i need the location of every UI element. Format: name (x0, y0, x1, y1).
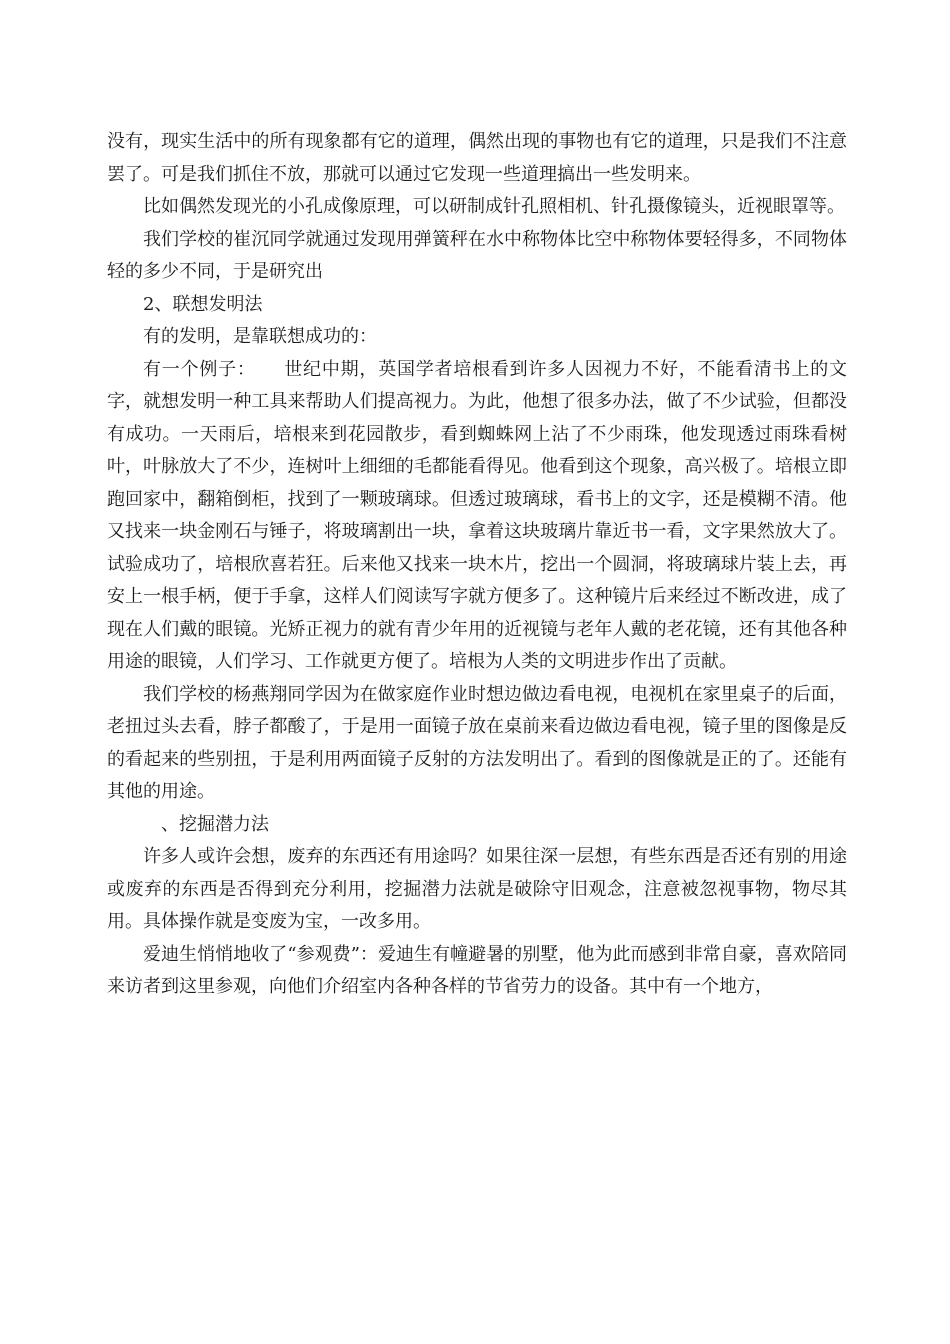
section-heading: 、挖掘潜力法 (143, 813, 269, 835)
paragraph: 有一个例子： 世纪中期，英国学者培根看到许多人因视力不好，不能看清书上的文字，就想发明一种工具来帮助人们提高视力。为此，他想了很多办法，做了不少试验，但都没有成功。一天雨后，培根来到花园散步，看到蜘蛛网上沾了不少雨珠，他发现透过雨珠看树叶，叶脉放大了不少，连树叶上细细的毛都能看得见。他看到这个现象，高兴极了。培根立即跑回家中，翻箱倒柜，找到了一颗玻璃球。但透过玻璃球，看书上的文字，还是模糊不清。他又找来一块金刚石与锤子，将玻璃割出一块，拿着这块玻璃片靠近书一看，文字果然放大了。试验成功了，培根欣喜若狂。后来他又找来一块木片，挖出一个圆洞，将玻璃球片装上去，再安上一根手柄，便于手拿，这样人们阅读写字就方便多了。这种镜片后来经过不断改进，成了现在人们戴的眼镜。光矫正视力的就有青少年用的近视镜与老年人戴的老花镜，还有其他各种用途的眼镜，人们学习、工作就更方便了。培根为人类的文明进步作出了贡献。 (107, 358, 847, 672)
paragraph: 比如偶然发现光的小孔成像原理，可以研制成针孔照相机、针孔摄像镜头，近视眼罩等。 (143, 196, 845, 217)
paragraph: 我们学校的杨燕翔同学因为在做家庭作业时想边做边看电视，电视机在家里桌子的后面，老扭过头去看，脖子都酸了，于是用一面镜子放在桌前来看边做边看电视，镜子里的图像是反的看起来的些别扭，于是利用两面镜子反射的方法发明出了。看到的图像就是正的了。还能有其他的用途。 (107, 683, 847, 802)
paragraph: 有的发明，是靠联想成功的： (143, 326, 377, 347)
paragraph: 我们学校的崔沉同学就通过发现用弹簧秤在水中称物体比空中称物体要轻得多，不同物体轻的多少不同，于是研究出 (107, 228, 847, 282)
paragraph: 没有，现实生活中的所有现象都有它的道理，偶然出现的事物也有它的道理，只是我们不注意罢了。可是我们抓住不放，那就可以通过它发现一些道理搞出一些发明来。 (107, 131, 847, 185)
paragraph: 许多人或许会想，废弃的东西还有用途吗？如果往深一层想，有些东西是否还有别的用途或废弃的东西是否得到充分利用，挖掘潜力法就是破除守旧观念，注意被忽视事物，物尽其用。具体操作就是变废为宝，一改多用。 (107, 846, 847, 932)
paragraph: 爱迪生悄悄地收了“参观费”：爱迪生有幢避暑的别墅，他为此而感到非常自豪，喜欢陪同来访者到这里参观，向他们介绍室内各种各样的节省劳力的设备。其中有一个地方， (107, 943, 847, 997)
section-heading: 2、联想发明法 (143, 293, 263, 315)
document-body (107, 126, 847, 1004)
